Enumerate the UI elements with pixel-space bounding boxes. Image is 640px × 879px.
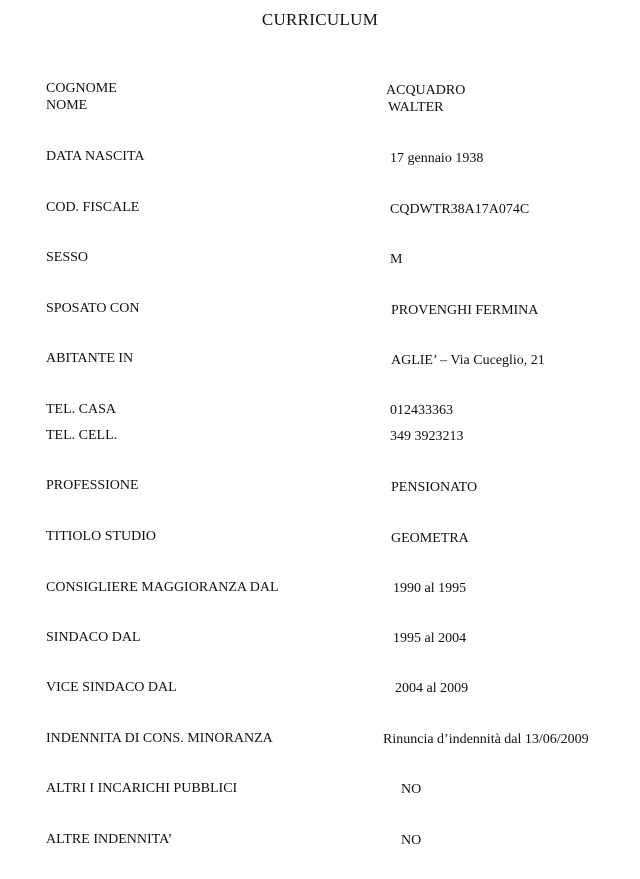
label-altre-indennita: ALTRE INDENNITA’ [46,832,173,847]
value-altre-indennita: NO [401,833,422,848]
label-abitante-in: ABITANTE IN [46,351,134,366]
value-altri-incarichi: NO [401,782,422,797]
label-sindaco: SINDACO DAL [46,630,141,645]
label-professione: PROFESSIONE [46,478,139,493]
label-vice-sindaco: VICE SINDACO DAL [46,680,177,695]
label-titolo-studio: TITIOLO STUDIO [46,529,157,544]
value-tel-casa: 012433363 [390,403,453,418]
label-consigliere-maggioranza: CONSIGLIERE MAGGIORANZA DAL [46,580,279,595]
value-cognome: ACQUADRO [386,83,466,98]
label-nome: NOME [46,98,88,113]
value-tel-cell: 349 3923213 [390,429,464,444]
value-professione: PENSIONATO [391,480,478,495]
label-sesso: SESSO [46,250,89,265]
label-cod-fiscale: COD. FISCALE [46,200,140,215]
value-cod-fiscale: CQDWTR38A17A074C [390,202,530,217]
value-sposato-con: PROVENGHI FERMINA [391,303,539,318]
value-sindaco: 1995 al 2004 [393,631,467,646]
label-data-nascita: DATA NASCITA [46,149,145,164]
label-indennita-minoranza: INDENNITA DI CONS. MINORANZA [46,731,273,746]
value-sesso: M [390,252,403,267]
label-tel-cell: TEL. CELL. [46,428,118,443]
value-consigliere-maggioranza: 1990 al 1995 [393,581,467,596]
value-indennita-minoranza: Rinuncia d’indennità dal 13/06/2009 [383,732,589,747]
value-data-nascita: 17 gennaio 1938 [390,151,484,166]
label-altri-incarichi: ALTRI I INCARICHI PUBBLICI [46,781,238,796]
label-cognome: COGNOME [46,81,117,96]
label-sposato-con: SPOSATO CON [46,301,140,316]
value-nome: WALTER [388,100,444,115]
value-vice-sindaco: 2004 al 2009 [395,681,469,696]
value-titolo-studio: GEOMETRA [391,531,469,546]
document-title: CURRICULUM [261,10,379,29]
value-abitante-in: AGLIE’ – Via Cuceglio, 21 [391,353,545,368]
label-tel-casa: TEL. CASA [46,402,116,417]
